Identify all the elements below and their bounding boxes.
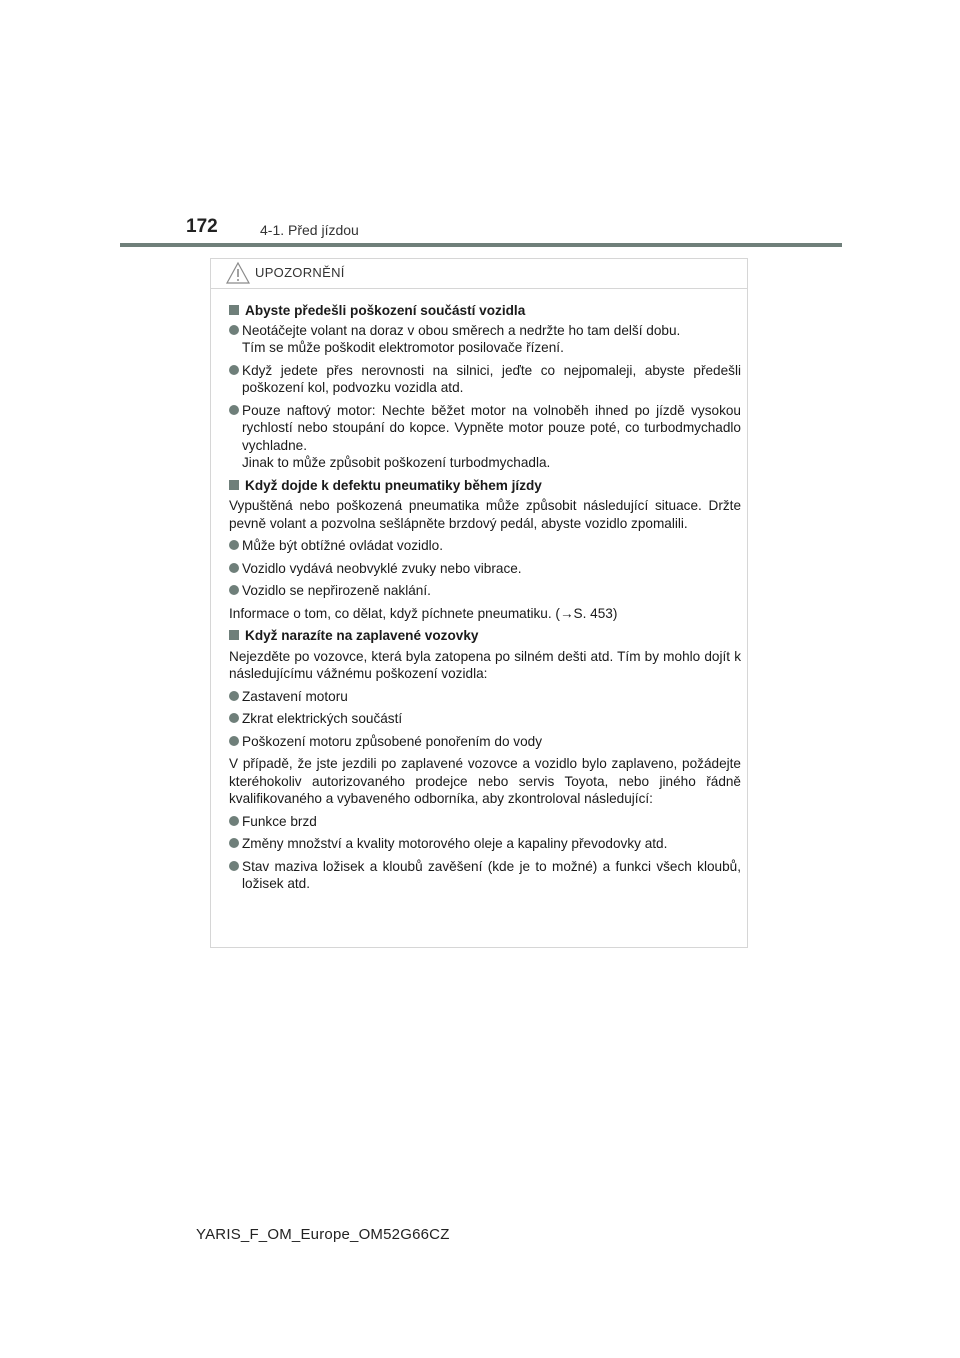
list-item <box>229 813 741 831</box>
section-heading <box>229 627 741 645</box>
list-item-text: Když jedete přes nerovnosti na silnici, jeďte co nejpomaleji, abyste předešli poškození kol, podvozku vozidla atd. <box>242 362 741 395</box>
warning-box <box>210 258 748 948</box>
list-item <box>229 560 741 578</box>
section-title: 4-1. Před jízdou <box>260 222 359 238</box>
page-number: 172 <box>186 216 218 237</box>
list-item <box>229 537 741 555</box>
heading-text: Když dojde k defektu pneumatiky během jízdy <box>245 477 542 493</box>
list-item-text: Poškození motoru způsobené ponořením do vody <box>242 733 543 749</box>
bullet-dot-icon <box>229 325 239 335</box>
section-heading <box>229 477 741 495</box>
list-item <box>229 733 741 751</box>
list-item-text: Změny množství a kvality motorového oleje a kapaliny převodovky atd. <box>242 836 668 851</box>
list-item-text: Zastavení motoru <box>242 688 348 704</box>
bullet-dot-icon <box>229 736 239 746</box>
list-item-text: Stav maziva ložisek a kloubů zavěšení (kde je to možné) a funkci všech kloubů, ložisek atd. <box>242 858 741 891</box>
list-item <box>229 322 741 357</box>
square-bullet-icon <box>229 480 239 490</box>
document-id: YARIS_F_OM_Europe_OM52G66CZ <box>196 1226 450 1243</box>
bullet-dot-icon <box>229 838 239 848</box>
list-item <box>229 710 741 728</box>
list-item <box>229 858 741 893</box>
bullet-dot-icon <box>229 405 239 415</box>
warning-header <box>211 259 747 289</box>
header-rule <box>120 243 842 247</box>
list-item <box>229 402 741 472</box>
warning-triangle-icon <box>225 261 251 285</box>
list-item-text: Funkce brzd <box>242 813 317 829</box>
paragraph: V případě, že jste jezdili po zaplavené vozovce a vozidlo bylo zaplaveno, požádejte kteréhokoliv autorizovaného prodejce nebo servis Toyota, nebo jiného řádně kvalifikovaného a vybaveného odborníka, aby zkontroloval následující: <box>229 756 741 806</box>
list-item-text: Pouze naftový motor: Nechte běžet motor na volnoběh ihned po jízdě vysokou rychlostí nebo stoupání do kopce. Vypněte motor pouze poté, co turbodmychadlo vychladne. Jinak to může způsobit poškození turbodmychadla. <box>242 402 741 470</box>
list-item <box>229 362 741 397</box>
bullet-dot-icon <box>229 691 239 701</box>
paragraph: Informace o tom, co dělat, když píchnete pneumatiku. (→S. 453) <box>229 605 618 621</box>
bullet-dot-icon <box>229 563 239 573</box>
warning-title: UPOZORNĚNÍ <box>255 265 345 280</box>
list-item-text: Vozidlo vydává neobvyklé zvuky nebo vibrace. <box>242 560 522 576</box>
list-item <box>229 835 741 853</box>
bullet-dot-icon <box>229 585 239 595</box>
list-item-text: Vozidlo se nepřirozeně naklání. <box>242 583 431 598</box>
bullet-dot-icon <box>229 816 239 826</box>
paragraph: Nejezděte po vozovce, která byla zatopena po silném dešti atd. Tím by mohlo dojít k následujícímu vážnému poškození vozidla: <box>229 648 741 681</box>
bullet-dot-icon <box>229 540 239 550</box>
list-item <box>229 582 741 600</box>
bullet-dot-icon <box>229 861 239 871</box>
heading-text: Abyste předešli poškození součástí vozidla <box>245 303 526 318</box>
square-bullet-icon <box>229 305 239 315</box>
list-item-text: Neotáčejte volant na doraz v obou směrech a nedržte ho tam delší dobu. Tím se může poškodit elektromotor posilovače řízení. <box>242 322 681 355</box>
list-item-text: Zkrat elektrických součástí <box>242 711 403 726</box>
square-bullet-icon <box>229 630 239 640</box>
section-heading <box>229 302 741 320</box>
list-item <box>229 688 741 706</box>
paragraph: Vypuštěná nebo poškozená pneumatika může způsobit následující situace. Držte pevně volant a pozvolna sešlápněte brzdový pedál, abyste vozidlo zpomalili. <box>229 498 741 531</box>
heading-text: Když narazíte na zaplavené vozovky <box>245 628 479 643</box>
bullet-dot-icon <box>229 713 239 723</box>
warning-content <box>211 289 747 893</box>
bullet-dot-icon <box>229 365 239 375</box>
list-item-text: Může být obtížné ovládat vozidlo. <box>242 538 443 553</box>
